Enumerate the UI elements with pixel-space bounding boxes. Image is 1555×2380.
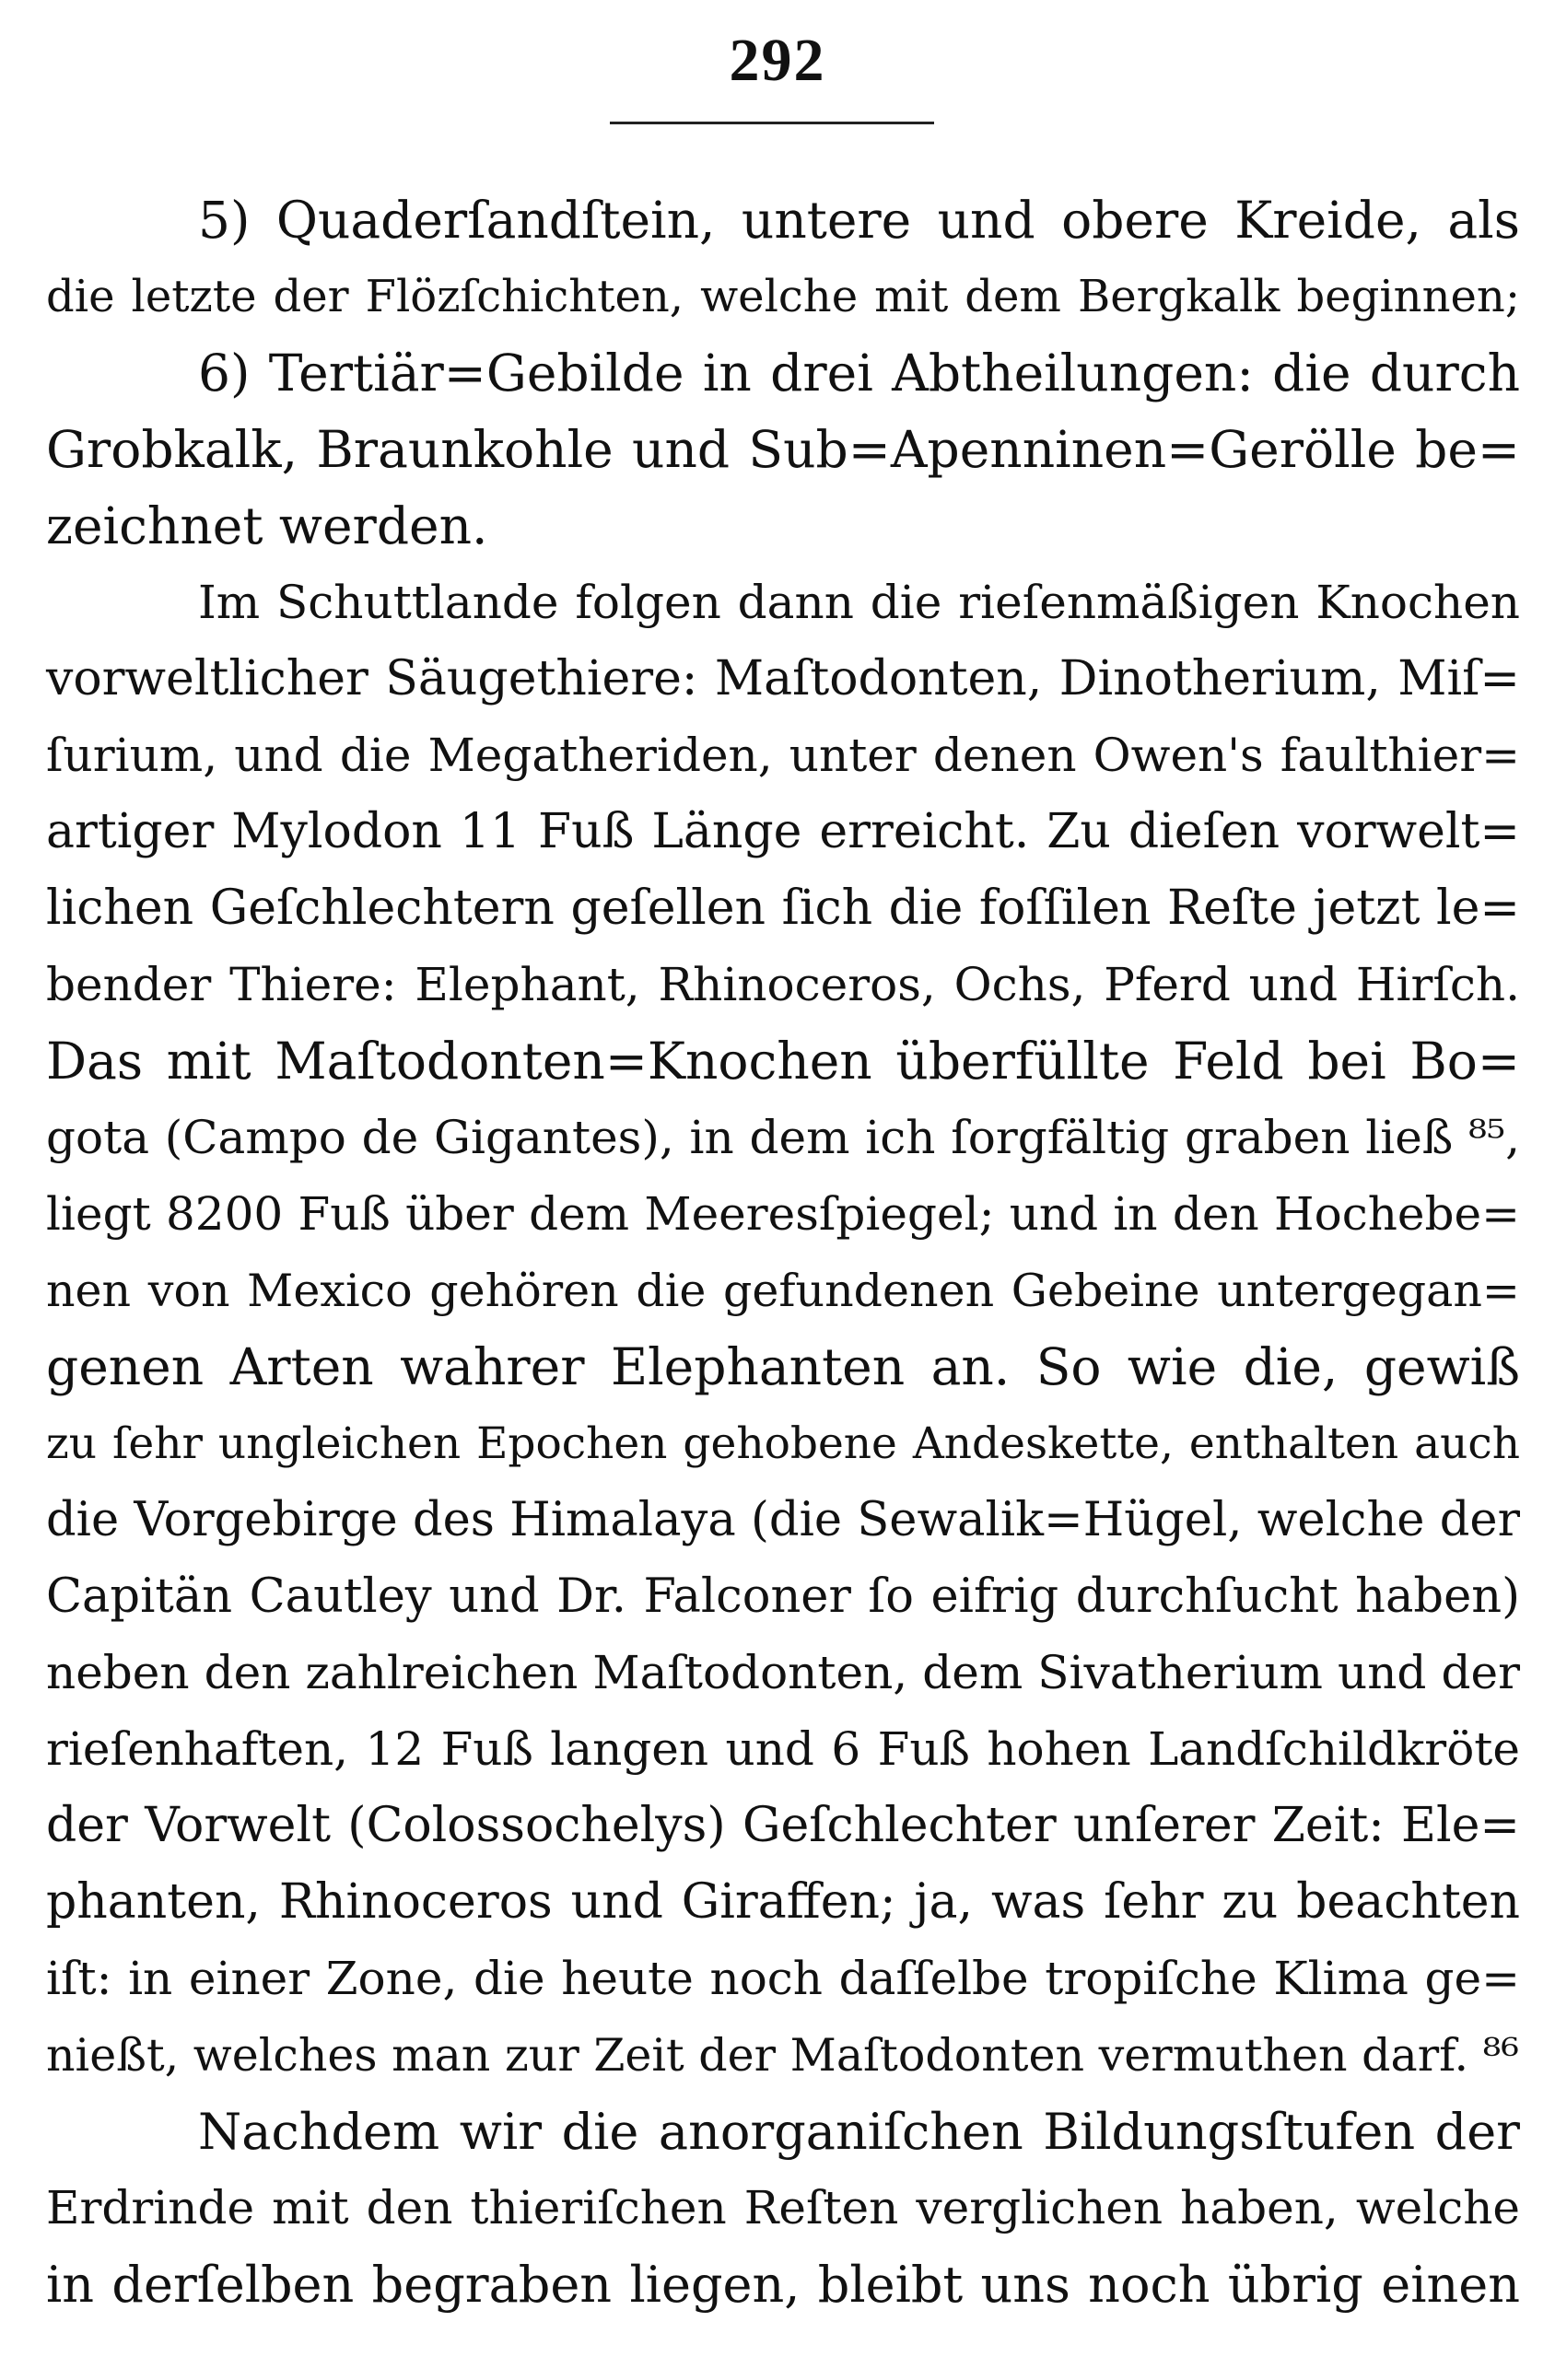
text-line: artiger Mylodon 11 Fuß Länge erreicht. Zu dieſen vorwelt= bbox=[46, 804, 1520, 859]
text-line: genen Arten wahrer Elephanten an. So wie die, gewiß bbox=[46, 1337, 1520, 1396]
text-line: Grobkalk, Braunkohle und Sub=Apenninen=Gerölle be= bbox=[46, 420, 1520, 479]
text-line: 5) Quaderſandſtein, untere und obere Kreide, als bbox=[198, 191, 1520, 250]
text-line: nießt, welches man zur Zeit der Maſtodonten vermuthen darf. ⁸⁶ bbox=[46, 2029, 1519, 2082]
text-line: die letzte der Flözſchichten, welche mit dem Bergkalk beginnen; bbox=[46, 271, 1520, 322]
text-line: der Vorwelt (Colossochelys) Geſchlechter unſerer Zeit: Ele= bbox=[46, 1798, 1520, 1853]
text-line: Das mit Maſtodonten=Knochen überfüllte Feld bei Bo= bbox=[46, 1032, 1520, 1091]
text-line: gota (Campo de Gigantes), in dem ich ſorgfältig graben ließ ⁸⁵, bbox=[46, 1111, 1520, 1164]
page-number: 292 bbox=[729, 27, 826, 94]
text-line: neben den zahlreichen Maſtodonten, dem Sivatherium und der bbox=[46, 1646, 1520, 1699]
text-line: Capitän Cautley und Dr. Falconer ſo eifrig durchſucht haben) bbox=[46, 1569, 1520, 1624]
text-line: vorweltlicher Säugethiere: Maſtodonten, Dinotherium, Miſ= bbox=[46, 651, 1520, 706]
text-line: zeichnet werden. bbox=[46, 496, 488, 555]
text-line: in derſelben begraben liegen, bleibt uns noch übrig einen bbox=[46, 2256, 1520, 2314]
text-line: nen von Mexico gehören die gefundenen Gebeine untergegan= bbox=[46, 1265, 1520, 1317]
text-line: zu ſehr ungleichen Epochen gehobene Andeskette, enthalten auch bbox=[46, 1418, 1520, 1469]
text-line: lichen Geſchlechtern geſellen ſich die foſſilen Reſte jetzt le= bbox=[46, 881, 1520, 936]
text-line: liegt 8200 Fuß über dem Meeresſpiegel; und in den Hochebe= bbox=[46, 1187, 1520, 1241]
text-line: phanten, Rhinoceros und Giraffen; ja, was ſehr zu beachten bbox=[46, 1874, 1520, 1930]
text-line: die Vorgebirge des Himalaya (die Sewalik=Hügel, welche der bbox=[46, 1493, 1520, 1547]
text-line: bender Thiere: Elephant, Rhinoceros, Ochs, Pferd und Hirſch. bbox=[46, 958, 1520, 1011]
text-line: ſurium, und die Megatheriden, unter denen Owen's faulthier= bbox=[46, 729, 1520, 782]
text-line: Im Schuttlande folgen dann die rieſenmäßigen Knochen bbox=[198, 576, 1520, 629]
text-line: iſt: in einer Zone, die heute noch daſſelbe tropiſche Klima ge= bbox=[46, 1952, 1520, 2005]
header-rule bbox=[610, 122, 934, 124]
body-text bbox=[46, 182, 1520, 2323]
text-line: Erdrinde mit den thieriſchen Reſten verglichen haben, welche bbox=[46, 2181, 1520, 2234]
text-line: 6) Tertiär=Gebilde in drei Abtheilungen: die durch bbox=[198, 344, 1520, 402]
text-line: rieſenhaften, 12 Fuß langen und 6 Fuß hohen Landſchildkröte bbox=[46, 1722, 1520, 1776]
text-line: Nachdem wir die anorganiſchen Bildungsſtufen der bbox=[198, 2103, 1520, 2161]
